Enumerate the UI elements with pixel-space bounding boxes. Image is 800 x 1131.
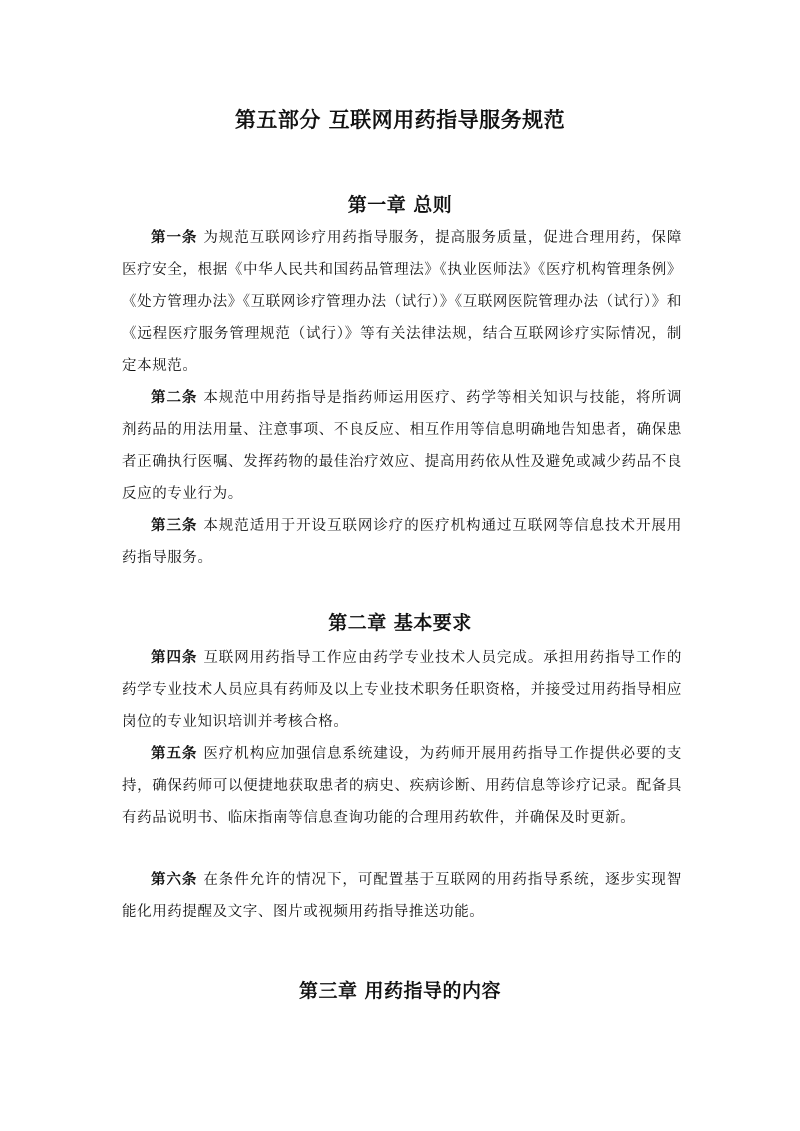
article-text: 为规范互联网诊疗用药指导服务，提高服务质量，促进合理用药，保障医疗安全，根据《中华人民共和国药品管理法》《执业医师法》《医疗机构管理条例》《处方管理办法》《互联网诊疗管理办法（试行）》《互联网医院管理办法（试行）》和《远程医疗服务管理规范（试行）》等有关法律法规，结合互联网诊疗实际情况，制定本规范。 xyxy=(122,230,682,374)
article-label: 第二条 xyxy=(151,390,198,406)
article-paragraph xyxy=(122,510,682,574)
article-label: 第三条 xyxy=(151,518,198,534)
article-text: 医疗机构应加强信息系统建设，为药师开展用药指导工作提供必要的支持，确保药师可以便捷地获取患者的病史、疾病诊断、用药信息等诊疗记录。配备具有药品说明书、临床指南等信息查询功能的合理用药软件，并确保及时更新。 xyxy=(122,746,682,826)
chapter-title: 第三章 用药指导的内容 xyxy=(298,980,502,1002)
article-text: 本规范中用药指导是指药师运用医疗、药学等相关知识与技能，将所调剂药品的用法用量、注意事项、不良反应、相互作用等信息明确地告知患者，确保患者正确执行医嘱、发挥药物的最佳治疗效应、提高用药依从性及避免或减少药品不良反应的专业行为。 xyxy=(122,390,682,502)
article-text: 在条件允许的情况下，可配置基于互联网的用药指导系统，逐步实现智能化用药提醒及文字、图片或视频用药指导推送功能。 xyxy=(122,872,682,920)
article-label: 第六条 xyxy=(151,872,198,888)
article-paragraph xyxy=(122,222,682,382)
article-text: 本规范适用于开设互联网诊疗的医疗机构通过互联网等信息技术开展用药指导服务。 xyxy=(122,518,682,566)
article-paragraph xyxy=(122,382,682,510)
article-paragraph xyxy=(122,642,682,738)
chapter-title: 第一章 总则 xyxy=(347,194,453,216)
article-label: 第一条 xyxy=(151,230,198,246)
article-paragraph xyxy=(122,738,682,834)
article-text: 互联网用药指导工作应由药学专业技术人员完成。承担用药指导工作的药学专业技术人员应具有药师及以上专业技术职务任职资格，并接受过用药指导相应岗位的专业知识培训并考核合格。 xyxy=(122,650,682,730)
article-label: 第四条 xyxy=(151,650,198,666)
article-paragraph xyxy=(122,864,682,928)
part-title: 第五部分 互联网用药指导服务规范 xyxy=(234,108,566,132)
article-label: 第五条 xyxy=(151,746,198,762)
chapter-title: 第二章 基本要求 xyxy=(328,612,472,634)
